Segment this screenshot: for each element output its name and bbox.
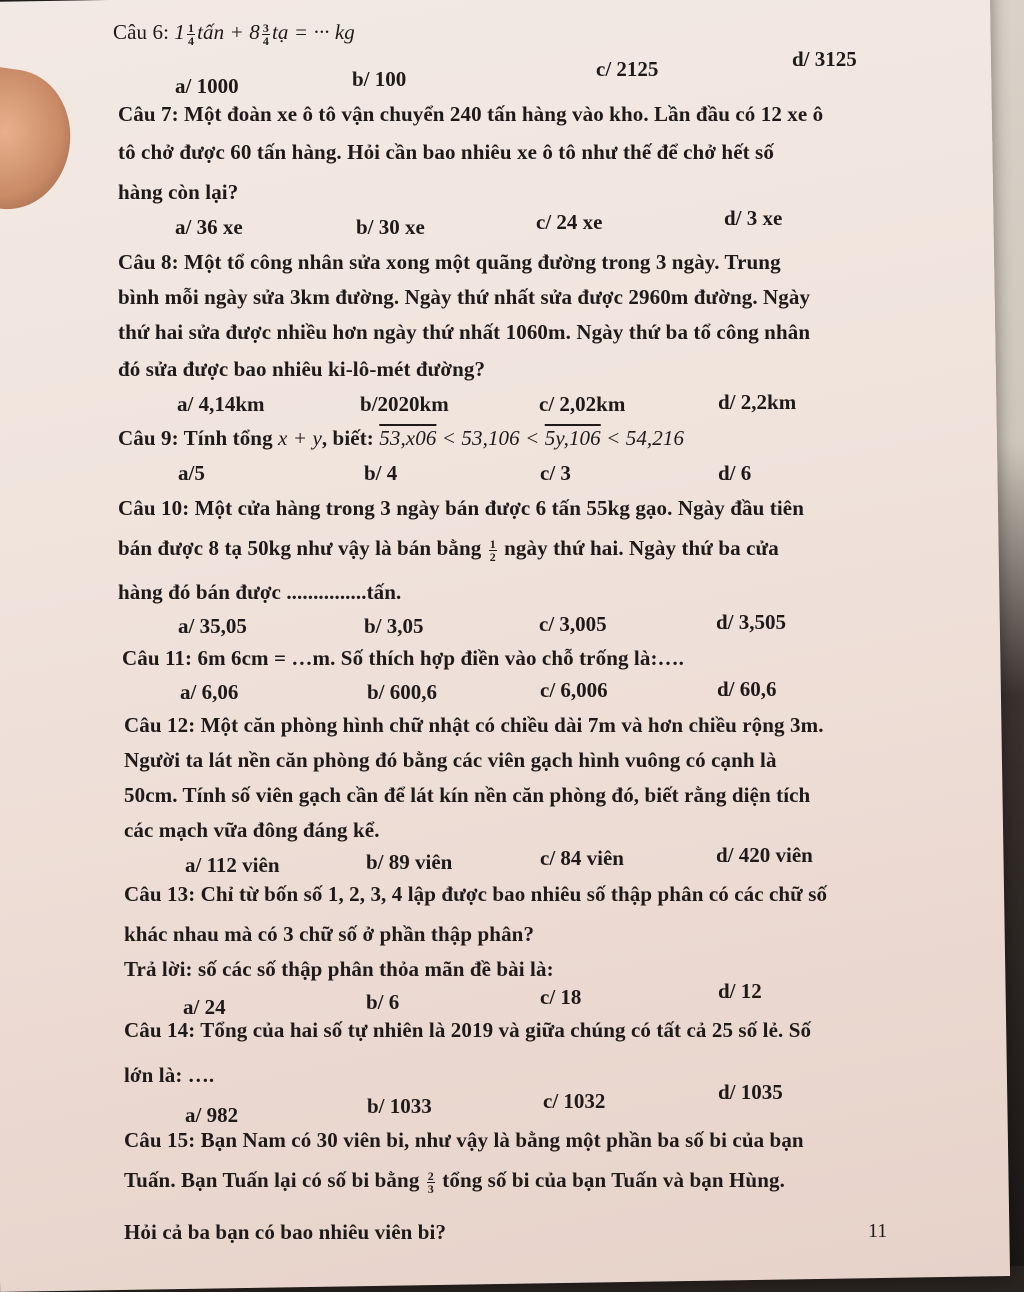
q12-option-b: b/ 89 viên bbox=[366, 850, 453, 874]
q12-option-a: a/ 112 viên bbox=[185, 853, 280, 877]
q8-option-d: d/ 2,2km bbox=[718, 390, 797, 414]
question-10-line-1: Câu 10: Một cửa hàng trong 3 ngày bán được 6 tấn 55kg gạo. Ngày đầu tiên bbox=[118, 496, 804, 520]
q11-option-b: b/ 600,6 bbox=[367, 680, 438, 704]
question-8-line-1: Câu 8: Một tổ công nhân sửa xong một quãng đường trong 3 ngày. Trung bbox=[118, 250, 781, 274]
question-9: Câu 9: Tính tổng x + y, biết: 53,x06 < 53,106 < 5y,106 < 54,216 bbox=[118, 426, 685, 450]
q6-option-c: c/ 2125 bbox=[596, 57, 659, 81]
q13-option-a: a/ 24 bbox=[183, 995, 226, 1019]
q9-option-b: b/ 4 bbox=[364, 461, 398, 485]
question-8-line-4: đó sửa được bao nhiêu ki-lô-mét đường? bbox=[118, 357, 486, 381]
fraction: $\frac{3}{4}$ bbox=[262, 20, 269, 48]
q7-option-c: c/ 24 xe bbox=[536, 210, 603, 234]
question-12-line-2: Người ta lát nền căn phòng đó bằng các viên gạch hình vuông có cạnh là bbox=[124, 748, 777, 772]
q13-option-b: b/ 6 bbox=[366, 990, 400, 1014]
q7-option-b: b/ 30 xe bbox=[356, 215, 425, 239]
question-11: Câu 11: 6m 6cm = …m. Số thích hợp điền vào chỗ trống là:…. bbox=[122, 646, 685, 670]
q14-option-d: d/ 1035 bbox=[718, 1080, 783, 1104]
question-13-line-2: khác nhau mà có 3 chữ số ở phần thập phân? bbox=[124, 922, 535, 946]
question-12-line-1: Câu 12: Một căn phòng hình chữ nhật có chiều dài 7m và hơn chiều rộng 3m. bbox=[124, 713, 824, 737]
q9-option-d: d/ 6 bbox=[718, 461, 752, 485]
q13-option-d: d/ 12 bbox=[718, 979, 762, 1003]
question-12-line-3: 50cm. Tính số viên gạch cần để lát kín nền căn phòng đó, biết rằng diện tích bbox=[124, 783, 811, 807]
q9-option-c: c/ 3 bbox=[540, 461, 571, 485]
q12-option-d: d/ 420 viên bbox=[716, 843, 813, 867]
question-14-line-1: Câu 14: Tổng của hai số tự nhiên là 2019 và giữa chúng có tất cả 25 số lẻ. Số bbox=[124, 1018, 812, 1042]
q14-option-a: a/ 982 bbox=[185, 1103, 239, 1127]
q14-option-c: c/ 1032 bbox=[543, 1089, 606, 1113]
question-7-line-2: tô chở được 60 tấn hàng. Hỏi cần bao nhiêu xe ô tô như thế để chở hết số bbox=[118, 140, 774, 164]
q6-option-b: b/ 100 bbox=[352, 67, 407, 91]
question-10-line-2: bán được 8 tạ 50kg như vậy là bán bằng $\frac{1}{2}$ ngày thứ hai. Ngày thứ ba cửa bbox=[118, 536, 779, 564]
fraction: $\frac{1}{4}$ bbox=[187, 20, 195, 48]
q10-option-a: a/ 35,05 bbox=[178, 614, 247, 638]
question-15-line-2: Tuấn. Bạn Tuấn lại có số bi bằng $\frac{2}{3}$ tổng số bi của bạn Tuấn và bạn Hùng. bbox=[124, 1168, 785, 1196]
fraction: $\frac{2}{3}$ bbox=[427, 1168, 434, 1196]
page-number: 11 bbox=[868, 1220, 888, 1242]
fraction: $\frac{1}{2}$ bbox=[489, 536, 496, 564]
question-10-line-3: hàng đó bán được ...............tấn. bbox=[118, 580, 402, 604]
question-15-line-1: Câu 15: Bạn Nam có 30 viên bi, như vậy là bằng một phần ba số bi của bạn bbox=[124, 1128, 804, 1152]
question-13-line-1: Câu 13: Chỉ từ bốn số 1, 2, 3, 4 lập được bao nhiêu số thập phân có các chữ số bbox=[124, 882, 828, 906]
q10-option-d: d/ 3,505 bbox=[716, 610, 787, 634]
q8-option-a: a/ 4,14km bbox=[177, 392, 265, 416]
q9-option-a: a/5 bbox=[178, 461, 205, 485]
question-6: Câu 6: 1 $\frac{1}{4}$ tấn + 8 $\frac{3}{4}$ tạ = ··· kg bbox=[113, 20, 355, 48]
q11-option-c: c/ 6,006 bbox=[540, 678, 608, 702]
question-13-line-3: Trả lời: số các số thập phân thỏa mãn đề bài là: bbox=[124, 957, 554, 981]
question-14-line-2: lớn là: …. bbox=[124, 1063, 215, 1087]
q7-option-d: d/ 3 xe bbox=[724, 206, 783, 230]
q6-option-a: a/ 1000 bbox=[175, 74, 239, 98]
q12-option-c: c/ 84 viên bbox=[540, 846, 624, 870]
question-8-line-3: thứ hai sửa được nhiều hơn ngày thứ nhất 1060m. Ngày thứ ba tổ công nhân bbox=[118, 320, 811, 344]
question-6-label: Câu 6: bbox=[113, 20, 170, 44]
question-8-line-2: bình mỗi ngày sửa 3km đường. Ngày thứ nhất sửa được 2960m đường. Ngày bbox=[118, 285, 811, 309]
q13-option-c: c/ 18 bbox=[540, 985, 582, 1009]
q10-option-b: b/ 3,05 bbox=[364, 614, 424, 638]
q10-option-c: c/ 3,005 bbox=[539, 612, 607, 636]
question-7-line-1: Câu 7: Một đoàn xe ô tô vận chuyển 240 tấn hàng vào kho. Lần đầu có 12 xe ô bbox=[118, 102, 824, 126]
q14-option-b: b/ 1033 bbox=[367, 1094, 432, 1118]
question-12-line-4: các mạch vữa đông đáng kể. bbox=[124, 818, 380, 842]
question-15-line-3: Hỏi cả ba bạn có bao nhiêu viên bi? bbox=[124, 1220, 447, 1244]
q8-option-c: c/ 2,02km bbox=[539, 392, 626, 416]
q11-option-a: a/ 6,06 bbox=[180, 680, 239, 704]
q11-option-d: d/ 60,6 bbox=[717, 677, 777, 701]
q7-option-a: a/ 36 xe bbox=[175, 215, 243, 239]
q6-option-d: d/ 3125 bbox=[792, 47, 857, 71]
q8-option-b: b/2020km bbox=[360, 392, 449, 416]
question-7-line-3: hàng còn lại? bbox=[118, 180, 239, 204]
